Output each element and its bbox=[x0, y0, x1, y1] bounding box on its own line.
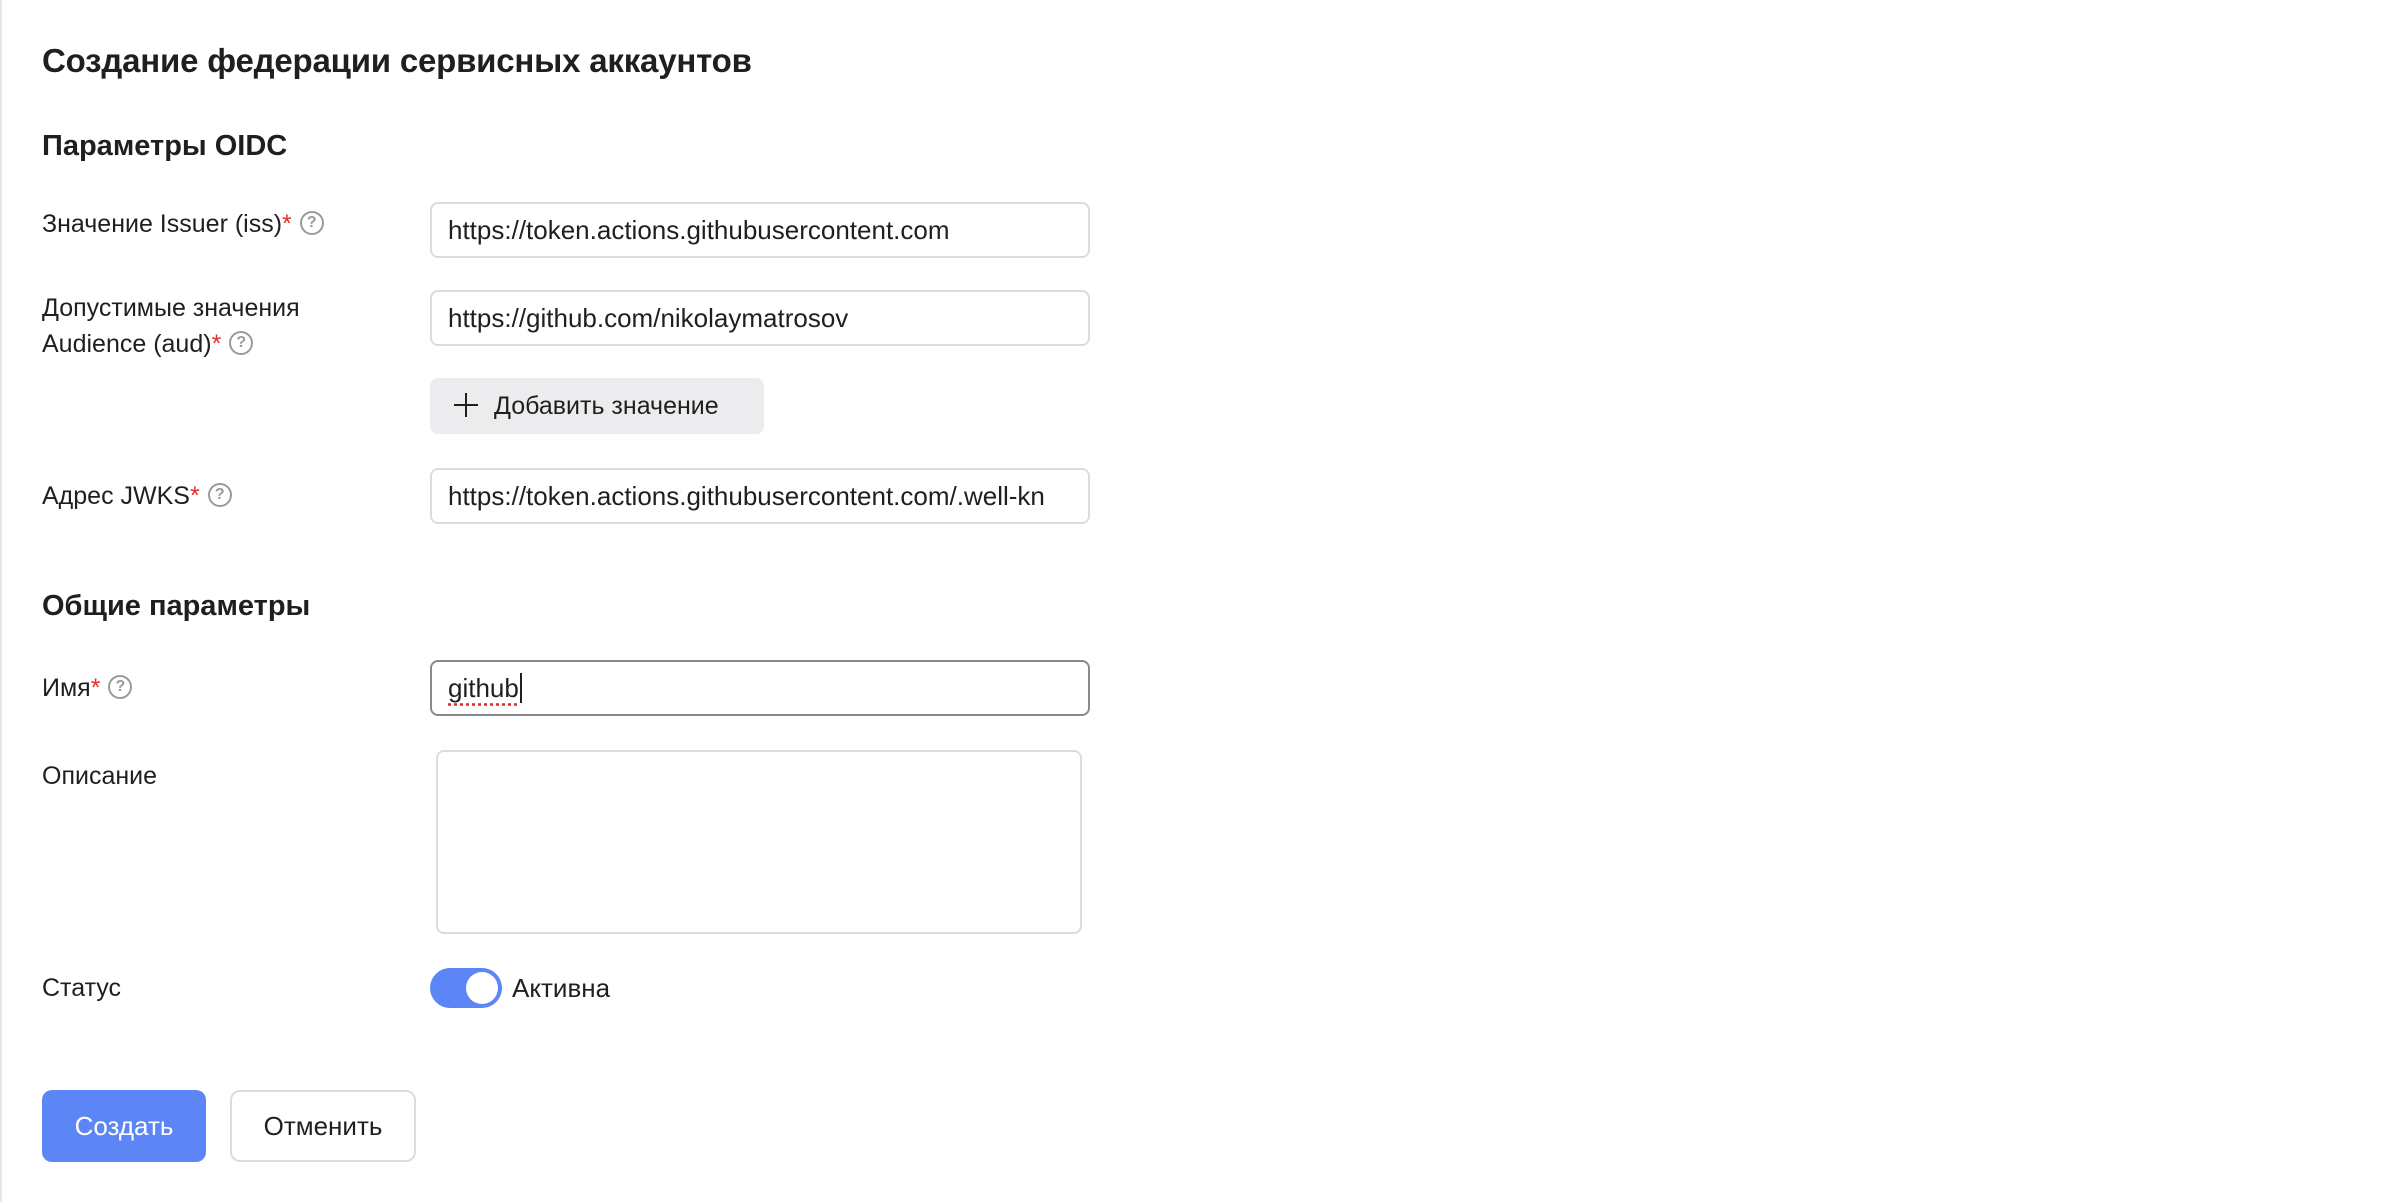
jwks-label bbox=[42, 478, 232, 514]
jwks-label-text: Адрес JWKS bbox=[42, 482, 190, 510]
issuer-input-value: https://token.actions.githubusercontent.com bbox=[448, 215, 950, 245]
description-label: Описание bbox=[42, 762, 158, 790]
audience-label-line1: Допустимые значения bbox=[42, 294, 300, 322]
audience-label-line2-row bbox=[42, 326, 300, 362]
issuer-label-text: Значение Issuer (iss) bbox=[42, 210, 283, 238]
required-mark: * bbox=[211, 330, 222, 358]
question-circle-icon[interactable]: ? bbox=[229, 331, 253, 355]
required-mark: * bbox=[189, 482, 200, 510]
section-title-general: Общие параметры bbox=[42, 590, 311, 622]
cancel-button[interactable]: Отменить bbox=[230, 1090, 416, 1162]
name-input[interactable] bbox=[430, 660, 1090, 716]
question-circle-icon[interactable]: ? bbox=[108, 675, 132, 699]
status-toggle-label: Активна bbox=[512, 973, 611, 1003]
name-input-value: github bbox=[448, 673, 519, 703]
jwks-input-value: https://token.actions.githubusercontent.com/.well-kn bbox=[448, 481, 1045, 511]
page-title: Создание федерации сервисных аккаунтов bbox=[42, 42, 752, 79]
status-toggle[interactable] bbox=[430, 968, 502, 1008]
required-mark: * bbox=[90, 674, 101, 702]
jwks-input[interactable] bbox=[430, 468, 1090, 524]
name-label bbox=[42, 670, 132, 706]
plus-icon bbox=[454, 393, 478, 417]
section-title-oidc: Параметры OIDC bbox=[42, 130, 288, 162]
audience-input-value: https://github.com/nikolaymatrosov bbox=[448, 303, 849, 333]
left-divider bbox=[0, 0, 2, 1202]
name-label-text: Имя bbox=[42, 674, 91, 702]
question-circle-icon[interactable]: ? bbox=[208, 483, 232, 507]
audience-label-line2: Audience (aud) bbox=[42, 330, 212, 358]
status-label: Статус bbox=[42, 974, 122, 1002]
question-circle-icon[interactable]: ? bbox=[300, 211, 324, 235]
required-mark: * bbox=[282, 210, 292, 238]
description-textarea[interactable] bbox=[436, 750, 1082, 934]
create-button[interactable]: Создать bbox=[42, 1090, 206, 1162]
issuer-label bbox=[42, 206, 324, 242]
toggle-knob bbox=[466, 972, 498, 1004]
audience-label bbox=[42, 290, 300, 362]
audience-input[interactable] bbox=[430, 290, 1090, 346]
issuer-input[interactable] bbox=[430, 202, 1090, 258]
add-value-button-label: Добавить значение bbox=[494, 392, 719, 420]
add-value-button[interactable] bbox=[430, 378, 764, 434]
text-caret bbox=[520, 673, 522, 703]
